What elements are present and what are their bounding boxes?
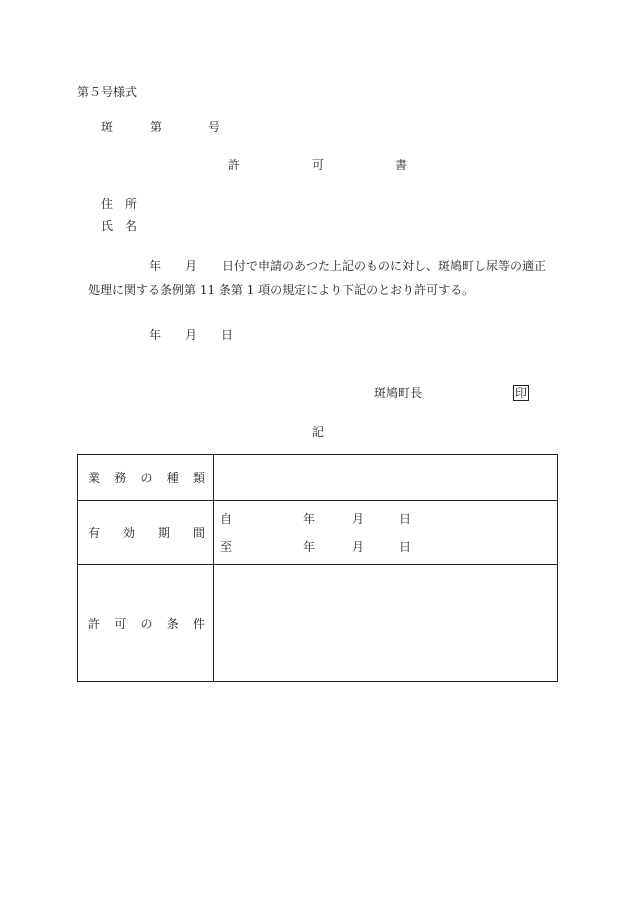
date-day: 日	[221, 328, 234, 342]
period-to	[220, 541, 557, 553]
label-char: 条	[166, 616, 179, 631]
ref-go: 号	[208, 120, 221, 134]
period-from-month: 月	[352, 511, 365, 526]
permit-details-table	[77, 454, 558, 682]
conditions-value	[214, 565, 558, 682]
label-char: 業	[88, 471, 101, 485]
seal-stamp: 印	[514, 386, 527, 400]
conditions-label	[78, 565, 214, 682]
label-char: 可	[114, 616, 127, 631]
label-char: 期	[157, 526, 170, 540]
period-to-year: 年	[303, 539, 316, 554]
label-char: 務	[114, 471, 127, 485]
label-char: 許	[88, 616, 101, 631]
period-from-prefix: 自	[220, 511, 233, 526]
body-month: 月	[185, 259, 198, 273]
body-line-2: 処理に関する条例第 11 条第 1 項の規定により下記のとおり許可する。	[88, 283, 475, 297]
title-char-1: 許	[228, 158, 241, 172]
period-to-month: 月	[352, 539, 365, 554]
label-char: 有	[88, 526, 101, 540]
table-row-valid-period	[78, 501, 558, 565]
table-row-business-type	[78, 455, 558, 501]
date-month: 月	[185, 328, 198, 342]
label-char: の	[140, 471, 153, 485]
label-char: 件	[192, 616, 205, 631]
valid-period-label	[78, 501, 214, 565]
table-row-conditions	[78, 565, 558, 682]
period-to-prefix: 至	[220, 539, 233, 554]
period-from-day: 日	[399, 511, 412, 526]
title-char-2: 可	[312, 158, 325, 172]
period-from-year: 年	[303, 511, 316, 526]
business-type-value	[214, 455, 558, 501]
valid-period-value	[214, 501, 558, 565]
body-text: 日付で申請のあつた上記のものに対し、斑鳩町し尿等の適正	[222, 259, 547, 273]
ref-dai: 第	[150, 120, 163, 134]
ki-heading: 記	[312, 425, 325, 439]
business-type-label	[78, 455, 214, 501]
label-char: 類	[192, 471, 205, 485]
address-label: 住 所	[101, 197, 138, 211]
form-number: 第５号様式	[77, 85, 138, 99]
title-char-3: 書	[395, 158, 408, 172]
name-label: 氏 名	[101, 219, 138, 233]
label-char: 間	[192, 526, 205, 540]
label-char: 種	[166, 471, 179, 485]
label-char: の	[140, 616, 153, 631]
label-char: 効	[122, 526, 135, 540]
body-year: 年	[149, 259, 162, 273]
period-from	[220, 513, 557, 525]
date-year: 年	[149, 328, 162, 342]
issuer-title: 斑鳩町長	[374, 386, 423, 400]
ref-prefix: 斑	[101, 120, 114, 134]
period-to-day: 日	[399, 539, 412, 554]
